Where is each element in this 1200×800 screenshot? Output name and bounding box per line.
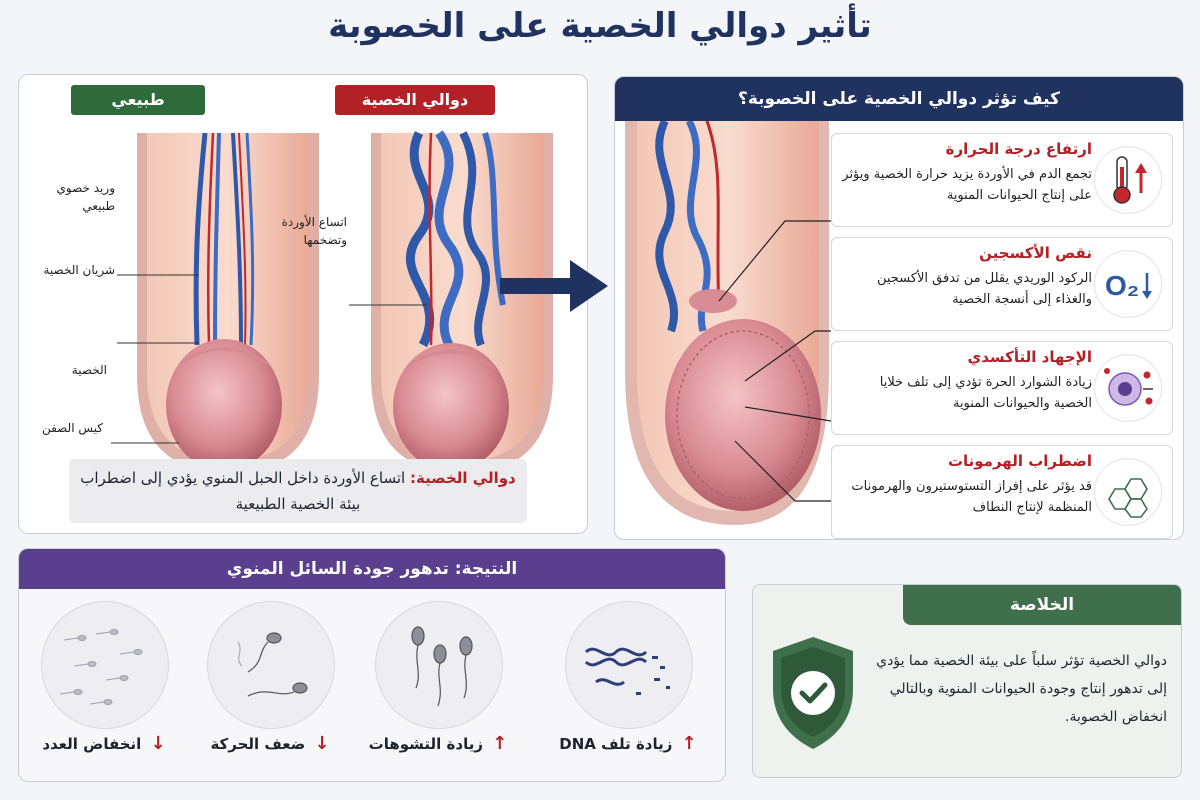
result-abnormalities xyxy=(353,733,523,754)
mechanism-hormones xyxy=(831,445,1173,539)
mechanisms-title: كيف تؤثر دوالي الخصية على الخصوبة؟ xyxy=(615,77,1183,121)
mechanism-text: الركود الوريدي يقلل من تدفق الأكسجين والغذاء إلى أنسجة الخصية xyxy=(876,271,1092,307)
conclusion-text: دوالي الخصية تؤثر سلباً على بيئة الخصية مما يؤدي إلى تدهور إنتاج وجودة الحيوانات المنوية وبالتالي انخفاض الخصوبة. xyxy=(876,653,1167,725)
oxygen-symbol: O₂ xyxy=(1105,270,1140,301)
dna-damage-illustration xyxy=(565,601,693,729)
label-testis: الخصية xyxy=(71,363,107,377)
hormone-molecule-icon xyxy=(1094,458,1162,526)
result-panel xyxy=(18,548,726,782)
mechanism-text: زيادة الشوارد الحرة تؤدي إلى تلف خلايا الخصية والحيوانات المنوية xyxy=(879,375,1092,411)
result-motility xyxy=(185,733,355,754)
normal-scrotum-drawing xyxy=(137,133,319,459)
label-scrotum: كيس الصفن xyxy=(41,421,103,435)
page-title: تأثير دوالي الخصية على الخصوبة xyxy=(328,6,872,46)
up-arrow-icon: ↑ xyxy=(681,733,697,754)
normal-tag: طبيعي xyxy=(71,85,205,115)
sperm-motility-illustration xyxy=(207,601,335,729)
mechanism-oxygen xyxy=(831,237,1173,331)
right-arrow-icon xyxy=(500,256,612,316)
conclusion-title: الخلاصة xyxy=(903,585,1181,625)
up-arrow-icon: ↑ xyxy=(492,733,508,754)
label-artery: شريان الخصية xyxy=(43,263,115,277)
mechanism-title: ارتفاع درجة الحرارة xyxy=(945,140,1092,158)
conclusion-panel xyxy=(752,584,1182,778)
mechanism-title: الإجهاد التأكسدي xyxy=(967,348,1092,366)
mechanism-title: اضطراب الهرمونات xyxy=(947,452,1092,470)
shield-check-icon xyxy=(767,633,859,753)
sperm-count-illustration xyxy=(41,601,169,729)
result-label: انخفاض العدد xyxy=(42,735,142,753)
mechanism-text: تجمع الدم في الأوردة يزيد حرارة الخصية ويؤثر على إنتاج الحيوانات المنوية xyxy=(842,167,1092,203)
mechanism-title: نقص الأكسجين xyxy=(979,244,1092,262)
description-term: دوالي الخصية: xyxy=(409,469,516,487)
free-radical-cell-icon xyxy=(1094,354,1162,422)
sperm-morphology-illustration xyxy=(375,601,503,729)
varicocele-tag: دوالي الخصية xyxy=(335,85,495,115)
mechanisms-panel xyxy=(614,76,1184,540)
mechanism-text: قد يؤثر على إفراز التستوستيرون والهرمونات المنظمة لإنتاج النطاف xyxy=(851,479,1092,515)
result-dna-damage xyxy=(543,733,713,754)
mechanism-temperature xyxy=(831,133,1173,227)
down-arrow-icon: ↓ xyxy=(150,733,166,754)
result-label: ضعف الحركة xyxy=(210,735,306,753)
result-count xyxy=(19,733,189,754)
oxygen-icon xyxy=(1094,250,1162,318)
result-title: النتيجة: تدهور جودة السائل المنوي xyxy=(19,549,725,589)
label-dilated-veins: اتساع الأوردة وتضخمها xyxy=(281,215,347,247)
thermometer-icon xyxy=(1094,146,1162,214)
label-normal-vein: وريد خصوي طبيعي xyxy=(56,181,115,213)
varicocele-description xyxy=(69,459,527,523)
mechanism-oxidative-stress xyxy=(831,341,1173,435)
result-label: زيادة تلف DNA xyxy=(559,735,673,753)
result-label: زيادة التشوهات xyxy=(368,735,484,753)
description-text: اتساع الأوردة داخل الحبل المنوي يؤدي إلى اضطراب بيئة الخصية الطبيعية xyxy=(80,469,406,513)
down-arrow-icon: ↓ xyxy=(314,733,330,754)
